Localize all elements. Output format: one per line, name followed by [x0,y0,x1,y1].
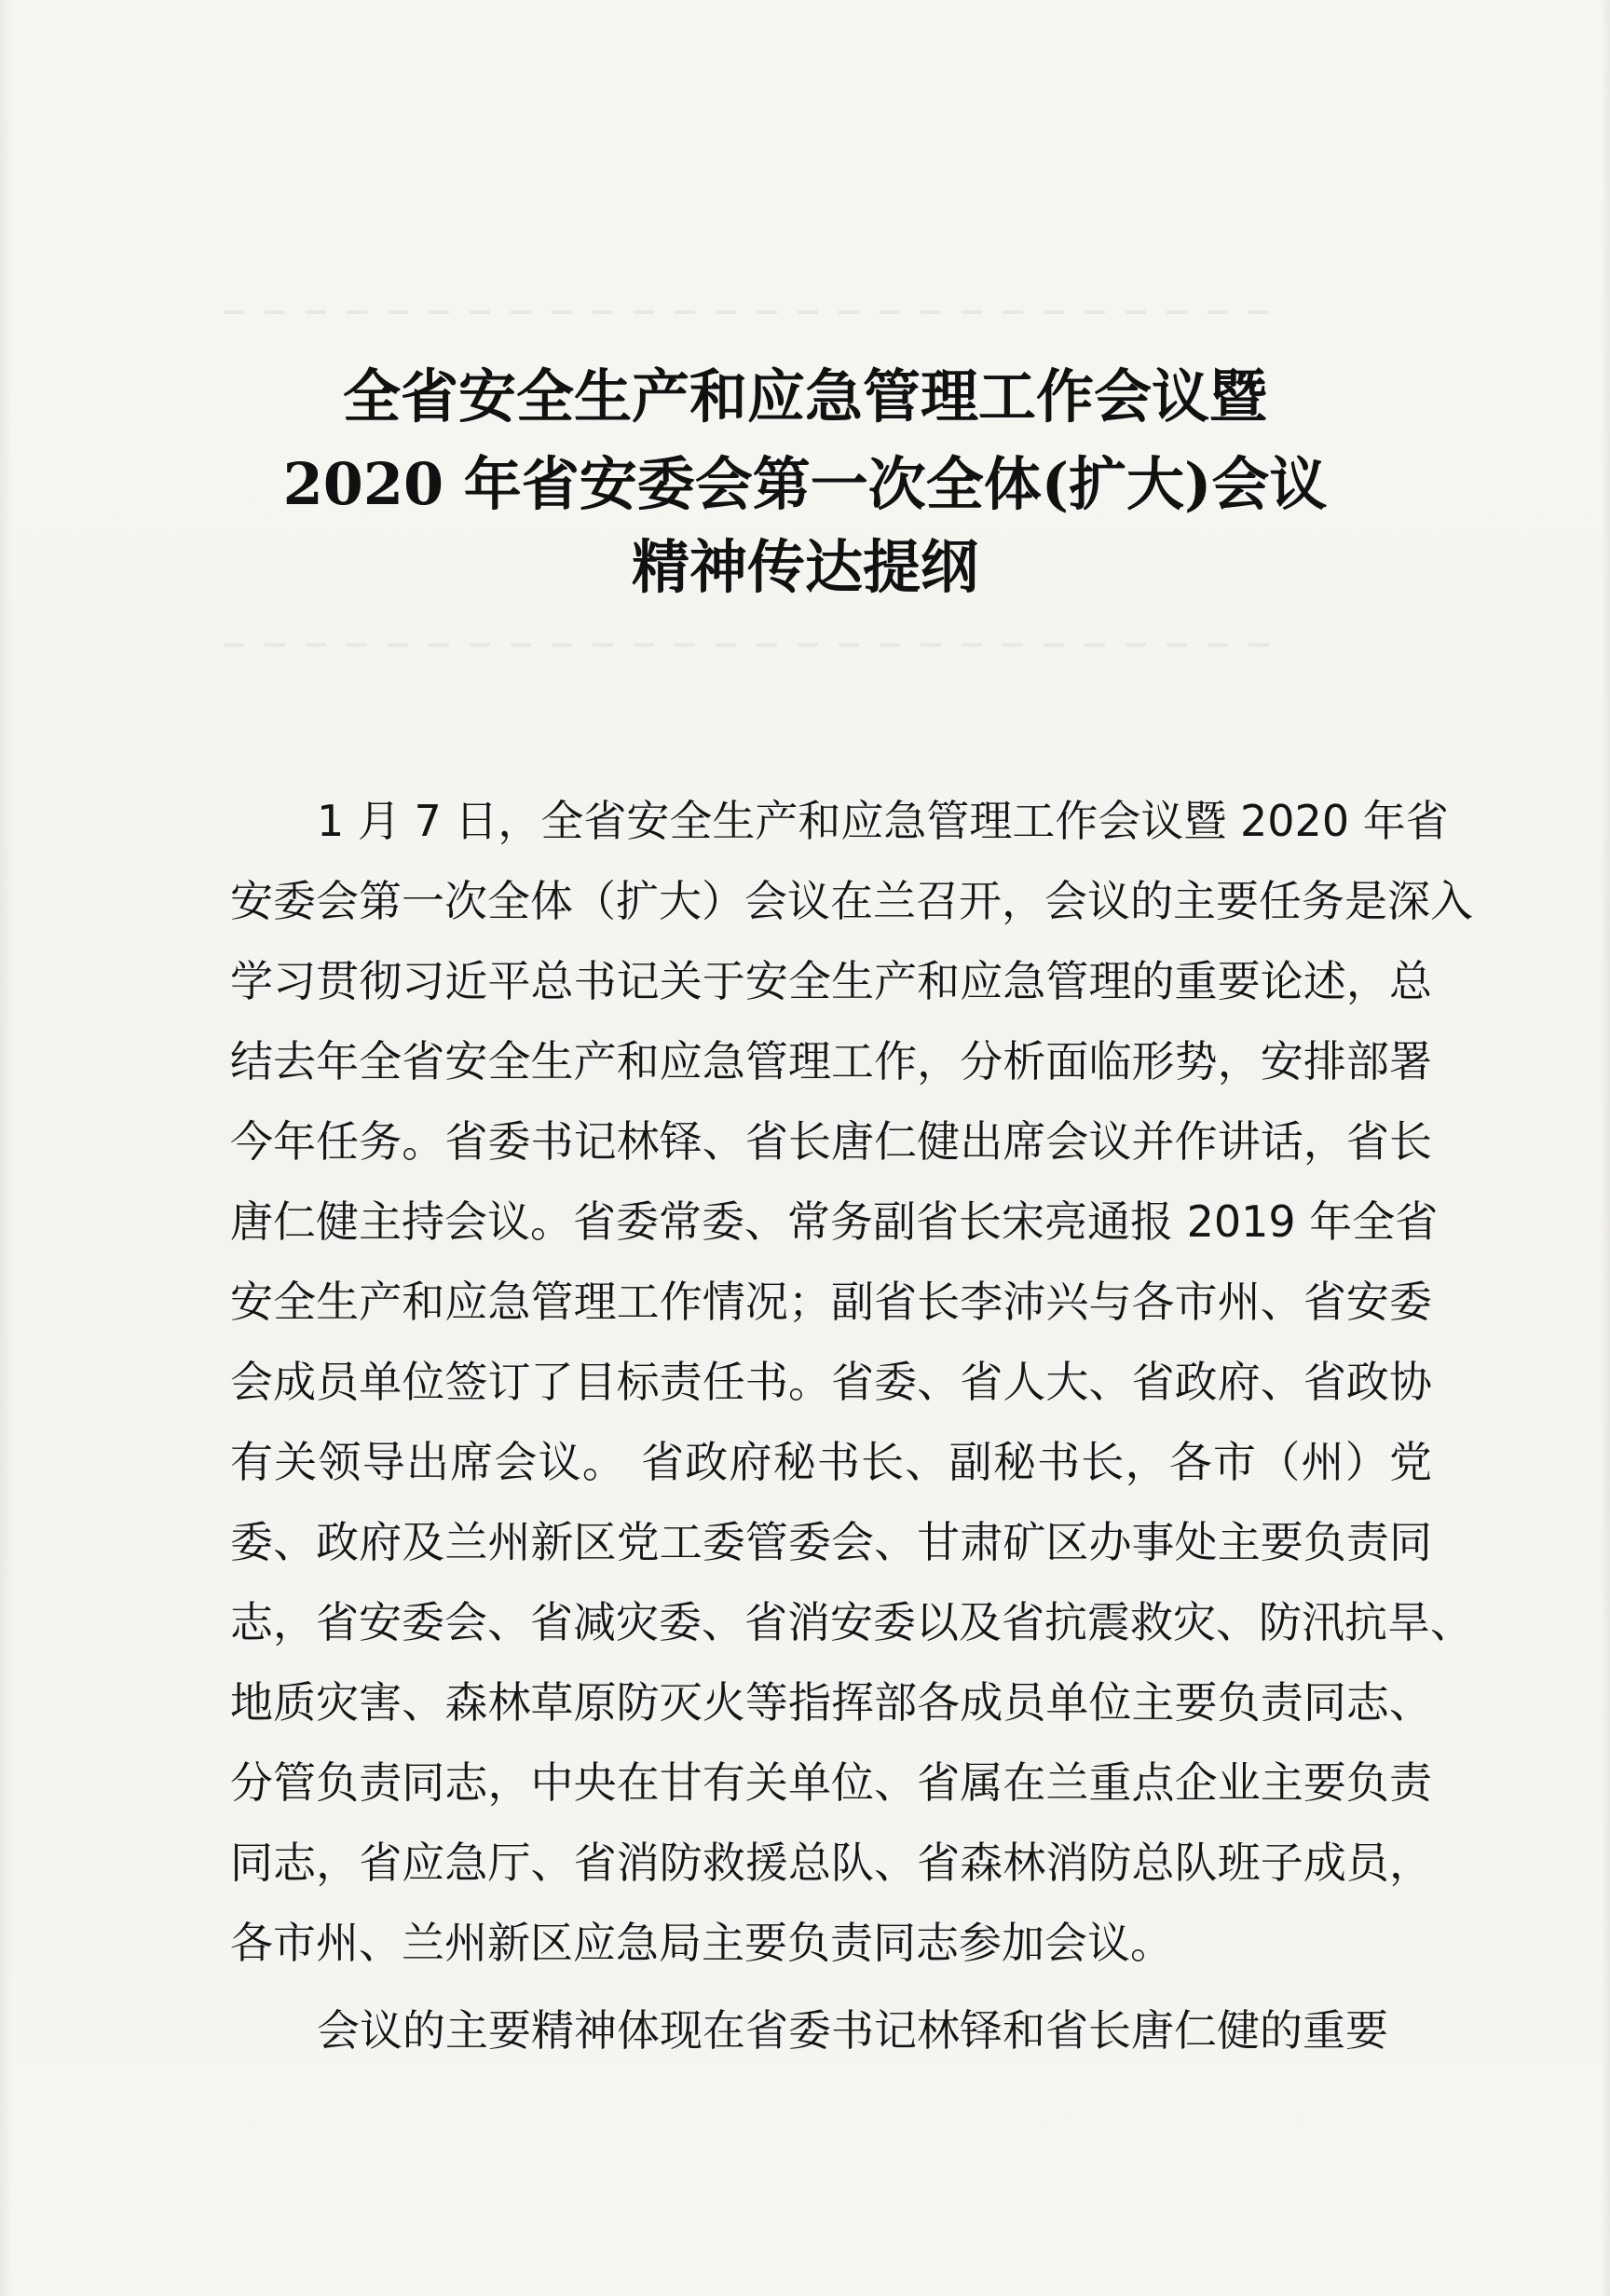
body-line: 唐仁健主持会议。省委常委、常务副省长宋亮通报 2019 年全省 [230,1196,1439,1247]
body-line: 会议的主要精神体现在省委书记林铎和省长唐仁健的重要 [317,2005,1388,2056]
body-line: 安全生产和应急管理工作情况；副省长李沛兴与各市州、省安委 [230,1277,1432,1327]
body-line: 结去年全省安全生产和应急管理工作，分析面临形势，安排部署 [230,1036,1432,1086]
title-line: 精神传达提纲 [631,533,978,601]
body-line: 有关领导出席会议。 省政府秘书长、副秘书长，各市（州）党 [230,1437,1432,1487]
page-edge-shadow [0,0,13,2296]
show-through-mark [224,310,1286,314]
body-line: 志，省安委会、省减灾委、省消安委以及省抗震救灾、防汛抗旱、 [230,1597,1473,1647]
body-line: 1 月 7 日，全省安全生产和应急管理工作会议暨 2020 年省 [317,796,1449,846]
body-line: 学习贯彻习近平总书记关于安全生产和应急管理的重要论述，总 [230,956,1432,1006]
body-line: 地质灾害、森林草原防灭火等指挥部各成员单位主要负责同志、 [230,1677,1432,1728]
title-line: 2020 年省安委会第一次全体(扩大)会议 [282,450,1328,518]
page-edge-shadow [1601,0,1610,2296]
body-line: 会成员单位签订了目标责任书。省委、省人大、省政府、省政协 [230,1357,1432,1407]
body-line: 安委会第一次全体（扩大）会议在兰召开，会议的主要任务是深入 [230,876,1473,926]
show-through-mark [224,643,1286,647]
body-line: 同志，省应急厅、省消防救援总队、省森林消防总队班子成员， [230,1838,1432,1888]
body-line: 分管负责同志，中央在甘有关单位、省属在兰重点企业主要负责 [230,1757,1432,1808]
title-line: 全省安全生产和应急管理工作会议暨 [342,362,1267,430]
body-line: 委、政府及兰州新区党工委管委会、甘肃矿区办事处主要负责同 [230,1517,1432,1567]
body-line: 今年任务。省委书记林铎、省长唐仁健出席会议并作讲话，省长 [230,1116,1432,1167]
body-line: 各市州、兰州新区应急局主要负责同志参加会议。 [230,1918,1173,1968]
